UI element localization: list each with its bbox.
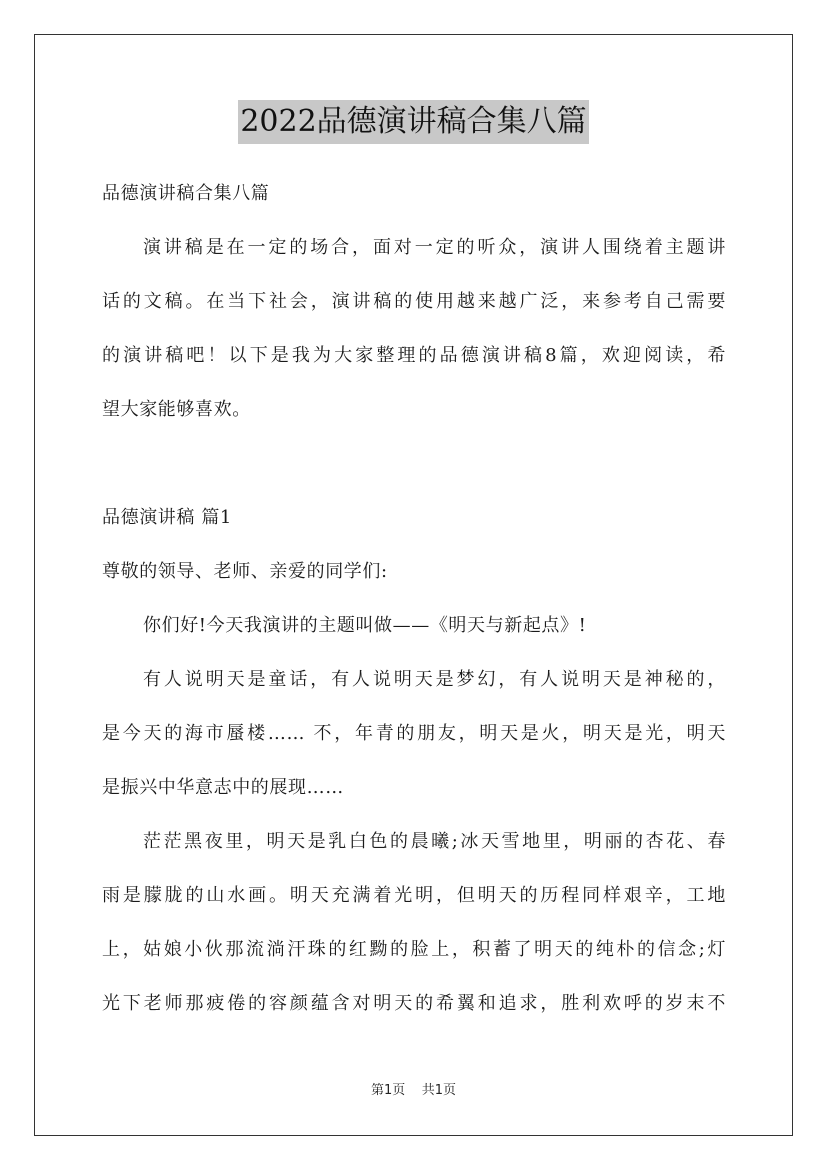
- salutation: 尊敬的领导、老师、亲爱的同学们:: [102, 561, 388, 582]
- intro-line-3: 的演讲稿吧！以下是我为大家整理的品德演讲稿8篇，欢迎阅读，希: [102, 345, 726, 366]
- para1-line-3: 是振兴中华意志中的展现……: [102, 777, 344, 798]
- document-title: 2022品德演讲稿合集八篇: [238, 100, 588, 144]
- title-container: [0, 100, 827, 144]
- para2-line-1: 茫茫黑夜里，明天是乳白色的晨曦;冰天雪地里，明丽的杏花、春: [143, 831, 726, 852]
- para2-line-4: 光下老师那疲倦的容颜蕴含对明天的希翼和追求，胜利欢呼的岁末不: [102, 993, 726, 1014]
- para2-line-3: 上，姑娘小伙那流淌汗珠的红黝的脸上，积蓄了明天的纯朴的信念;灯: [102, 939, 726, 960]
- section-heading: 品德演讲稿 篇1: [102, 507, 232, 528]
- page-total: 共1页: [421, 1083, 457, 1098]
- intro-line-4: 望大家能够喜欢。: [102, 399, 251, 420]
- page-number: 第1页: [370, 1083, 406, 1098]
- greeting: 你们好!今天我演讲的主题叫做——《明天与新起点》!: [143, 615, 587, 636]
- para2-line-2: 雨是朦胧的山水画。明天充满着光明，但明天的历程同样艰辛，工地: [102, 885, 726, 906]
- para1-line-2: 是今天的海市蜃楼…… 不，年青的朋友，明天是火，明天是光，明天: [102, 723, 726, 744]
- intro-line-2: 话的文稿。在当下社会，演讲稿的使用越来越广泛，来参考自己需要: [102, 291, 726, 312]
- para1-line-1: 有人说明天是童话，有人说明天是梦幻，有人说明天是神秘的，: [143, 669, 726, 690]
- intro-line-1: 演讲稿是在一定的场合，面对一定的听众，演讲人围绕着主题讲: [143, 237, 726, 258]
- document-subtitle: 品德演讲稿合集八篇: [102, 183, 270, 204]
- page-footer: [0, 1082, 827, 1100]
